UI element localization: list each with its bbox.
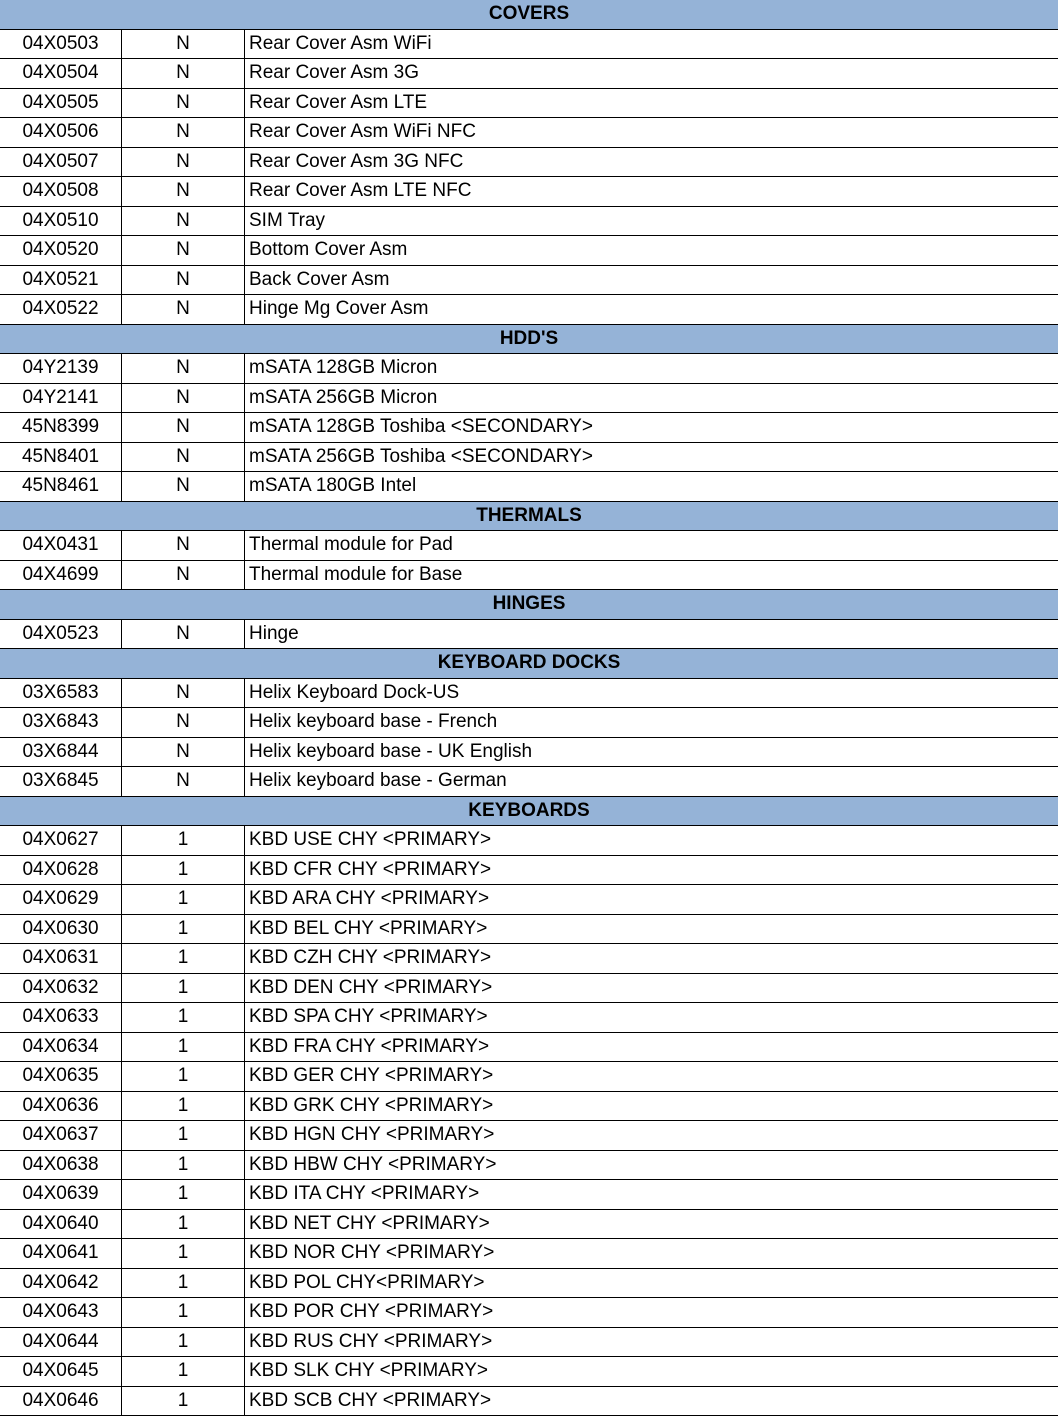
description-cell: Hinge Mg Cover Asm	[245, 295, 1058, 324]
table-row	[0, 856, 1058, 886]
part-number-cell: 04X0636	[0, 1092, 122, 1121]
description-cell: Helix keyboard base - French	[245, 708, 1058, 737]
table-row	[0, 1239, 1058, 1269]
flag-cell: N	[122, 561, 245, 590]
flag-cell: 1	[122, 915, 245, 944]
description-cell: KBD ITA CHY <PRIMARY>	[245, 1180, 1058, 1209]
flag-cell: N	[122, 384, 245, 413]
table-row	[0, 1003, 1058, 1033]
part-number-cell: 04X0632	[0, 974, 122, 1003]
flag-cell: 1	[122, 1357, 245, 1386]
flag-cell: N	[122, 59, 245, 88]
part-number-cell: 04X0507	[0, 148, 122, 177]
part-number-cell: 04X0505	[0, 89, 122, 118]
part-number-cell: 04X0504	[0, 59, 122, 88]
description-cell: KBD FRA CHY <PRIMARY>	[245, 1033, 1058, 1062]
table-row	[0, 59, 1058, 89]
description-cell: Rear Cover Asm LTE	[245, 89, 1058, 118]
table-row	[0, 207, 1058, 237]
part-number-cell: 03X6583	[0, 679, 122, 708]
description-cell: KBD SPA CHY <PRIMARY>	[245, 1003, 1058, 1032]
table-row	[0, 1357, 1058, 1387]
flag-cell: N	[122, 413, 245, 442]
section-header: HDD'S	[0, 325, 1058, 355]
part-number-cell: 04X0633	[0, 1003, 122, 1032]
flag-cell: 1	[122, 885, 245, 914]
description-cell: KBD HGN CHY <PRIMARY>	[245, 1121, 1058, 1150]
description-cell: KBD SCB CHY <PRIMARY>	[245, 1387, 1058, 1416]
part-number-cell: 45N8461	[0, 472, 122, 501]
part-number-cell: 04X0629	[0, 885, 122, 914]
description-cell: Thermal module for Base	[245, 561, 1058, 590]
part-number-cell: 04X0503	[0, 30, 122, 59]
description-cell: KBD ARA CHY <PRIMARY>	[245, 885, 1058, 914]
description-cell: KBD CZH CHY <PRIMARY>	[245, 944, 1058, 973]
table-row	[0, 1180, 1058, 1210]
table-row	[0, 236, 1058, 266]
flag-cell: N	[122, 679, 245, 708]
table-row	[0, 826, 1058, 856]
part-number-cell: 45N8401	[0, 443, 122, 472]
description-cell: mSATA 256GB Micron	[245, 384, 1058, 413]
flag-cell: N	[122, 738, 245, 767]
table-row	[0, 1151, 1058, 1181]
part-number-cell: 04X0628	[0, 856, 122, 885]
part-number-cell: 04Y2139	[0, 354, 122, 383]
flag-cell: N	[122, 620, 245, 649]
description-cell: KBD CFR CHY <PRIMARY>	[245, 856, 1058, 885]
table-row	[0, 1210, 1058, 1240]
flag-cell: 1	[122, 1151, 245, 1180]
flag-cell: N	[122, 30, 245, 59]
flag-cell: N	[122, 354, 245, 383]
table-row	[0, 354, 1058, 384]
description-cell: mSATA 256GB Toshiba <SECONDARY>	[245, 443, 1058, 472]
flag-cell: 1	[122, 856, 245, 885]
description-cell: KBD POL CHY<PRIMARY>	[245, 1269, 1058, 1298]
part-number-cell: 03X6844	[0, 738, 122, 767]
part-number-cell: 04X0645	[0, 1357, 122, 1386]
flag-cell: 1	[122, 1121, 245, 1150]
table-row	[0, 472, 1058, 502]
flag-cell: N	[122, 266, 245, 295]
flag-cell: N	[122, 295, 245, 324]
description-cell: Helix keyboard base - UK English	[245, 738, 1058, 767]
table-row	[0, 266, 1058, 296]
description-cell: KBD GER CHY <PRIMARY>	[245, 1062, 1058, 1091]
flag-cell: N	[122, 236, 245, 265]
table-row	[0, 177, 1058, 207]
table-row	[0, 531, 1058, 561]
flag-cell: 1	[122, 1003, 245, 1032]
table-row	[0, 885, 1058, 915]
flag-cell: 1	[122, 1328, 245, 1357]
flag-cell: N	[122, 708, 245, 737]
part-number-cell: 04X0640	[0, 1210, 122, 1239]
table-row	[0, 1092, 1058, 1122]
description-cell: KBD HBW CHY <PRIMARY>	[245, 1151, 1058, 1180]
table-row	[0, 738, 1058, 768]
flag-cell: N	[122, 148, 245, 177]
part-number-cell: 04X0642	[0, 1269, 122, 1298]
description-cell: mSATA 128GB Toshiba <SECONDARY>	[245, 413, 1058, 442]
part-number-cell: 04Y2141	[0, 384, 122, 413]
table-row	[0, 295, 1058, 325]
part-number-cell: 04X0635	[0, 1062, 122, 1091]
flag-cell: 1	[122, 1269, 245, 1298]
part-number-cell: 04X0630	[0, 915, 122, 944]
table-row	[0, 89, 1058, 119]
description-cell: Thermal module for Pad	[245, 531, 1058, 560]
part-number-cell: 45N8399	[0, 413, 122, 442]
table-row	[0, 679, 1058, 709]
part-number-cell: 04X0646	[0, 1387, 122, 1416]
flag-cell: 1	[122, 1062, 245, 1091]
table-row	[0, 915, 1058, 945]
flag-cell: 1	[122, 1210, 245, 1239]
part-number-cell: 04X0523	[0, 620, 122, 649]
part-number-cell: 04X4699	[0, 561, 122, 590]
description-cell: Rear Cover Asm WiFi	[245, 30, 1058, 59]
part-number-cell: 04X0627	[0, 826, 122, 855]
description-cell: Helix keyboard base - German	[245, 767, 1058, 796]
flag-cell: 1	[122, 944, 245, 973]
description-cell: Rear Cover Asm 3G NFC	[245, 148, 1058, 177]
flag-cell: N	[122, 177, 245, 206]
section-header: COVERS	[0, 0, 1058, 30]
flag-cell: N	[122, 443, 245, 472]
description-cell: Rear Cover Asm WiFi NFC	[245, 118, 1058, 147]
table-row	[0, 1269, 1058, 1299]
section-header: THERMALS	[0, 502, 1058, 532]
part-number-cell: 04X0506	[0, 118, 122, 147]
part-number-cell: 04X0643	[0, 1298, 122, 1327]
flag-cell: N	[122, 89, 245, 118]
section-header: HINGES	[0, 590, 1058, 620]
description-cell: Hinge	[245, 620, 1058, 649]
table-row	[0, 1387, 1058, 1416]
description-cell: Rear Cover Asm LTE NFC	[245, 177, 1058, 206]
description-cell: Rear Cover Asm 3G	[245, 59, 1058, 88]
flag-cell: 1	[122, 826, 245, 855]
section-header: KEYBOARD DOCKS	[0, 649, 1058, 679]
part-number-cell: 04X0637	[0, 1121, 122, 1150]
part-number-cell: 04X0641	[0, 1239, 122, 1268]
flag-cell: N	[122, 531, 245, 560]
description-cell: KBD NET CHY <PRIMARY>	[245, 1210, 1058, 1239]
part-number-cell: 04X0521	[0, 266, 122, 295]
part-number-cell: 04X0644	[0, 1328, 122, 1357]
table-row	[0, 561, 1058, 591]
description-cell: KBD BEL CHY <PRIMARY>	[245, 915, 1058, 944]
table-row	[0, 443, 1058, 473]
table-row	[0, 1033, 1058, 1063]
table-row	[0, 1298, 1058, 1328]
description-cell: Back Cover Asm	[245, 266, 1058, 295]
flag-cell: N	[122, 118, 245, 147]
flag-cell: N	[122, 207, 245, 236]
flag-cell: 1	[122, 1387, 245, 1416]
table-row	[0, 974, 1058, 1004]
table-row	[0, 708, 1058, 738]
flag-cell: 1	[122, 1033, 245, 1062]
part-number-cell: 04X0634	[0, 1033, 122, 1062]
part-number-cell: 04X0631	[0, 944, 122, 973]
table-row	[0, 148, 1058, 178]
table-row	[0, 118, 1058, 148]
part-number-cell: 03X6843	[0, 708, 122, 737]
flag-cell: N	[122, 767, 245, 796]
description-cell: KBD NOR CHY <PRIMARY>	[245, 1239, 1058, 1268]
table-row	[0, 767, 1058, 797]
part-number-cell: 03X6845	[0, 767, 122, 796]
part-number-cell: 04X0431	[0, 531, 122, 560]
part-number-cell: 04X0510	[0, 207, 122, 236]
description-cell: mSATA 128GB Micron	[245, 354, 1058, 383]
part-number-cell: 04X0638	[0, 1151, 122, 1180]
description-cell: KBD RUS CHY <PRIMARY>	[245, 1328, 1058, 1357]
description-cell: KBD POR CHY <PRIMARY>	[245, 1298, 1058, 1327]
description-cell: mSATA 180GB Intel	[245, 472, 1058, 501]
table-row	[0, 944, 1058, 974]
part-number-cell: 04X0508	[0, 177, 122, 206]
description-cell: KBD GRK CHY <PRIMARY>	[245, 1092, 1058, 1121]
table-row	[0, 1121, 1058, 1151]
flag-cell: 1	[122, 1092, 245, 1121]
description-cell: KBD DEN CHY <PRIMARY>	[245, 974, 1058, 1003]
section-header: KEYBOARDS	[0, 797, 1058, 827]
table-row	[0, 1328, 1058, 1358]
table-row	[0, 384, 1058, 414]
description-cell: Helix Keyboard Dock-US	[245, 679, 1058, 708]
part-number-cell: 04X0522	[0, 295, 122, 324]
table-row	[0, 620, 1058, 650]
flag-cell: 1	[122, 1180, 245, 1209]
description-cell: KBD USE CHY <PRIMARY>	[245, 826, 1058, 855]
flag-cell: N	[122, 472, 245, 501]
description-cell: Bottom Cover Asm	[245, 236, 1058, 265]
flag-cell: 1	[122, 1239, 245, 1268]
table-row	[0, 30, 1058, 60]
flag-cell: 1	[122, 974, 245, 1003]
table-row	[0, 1062, 1058, 1092]
flag-cell: 1	[122, 1298, 245, 1327]
part-number-cell: 04X0639	[0, 1180, 122, 1209]
description-cell: KBD SLK CHY <PRIMARY>	[245, 1357, 1058, 1386]
part-number-cell: 04X0520	[0, 236, 122, 265]
description-cell: SIM Tray	[245, 207, 1058, 236]
table-row	[0, 413, 1058, 443]
